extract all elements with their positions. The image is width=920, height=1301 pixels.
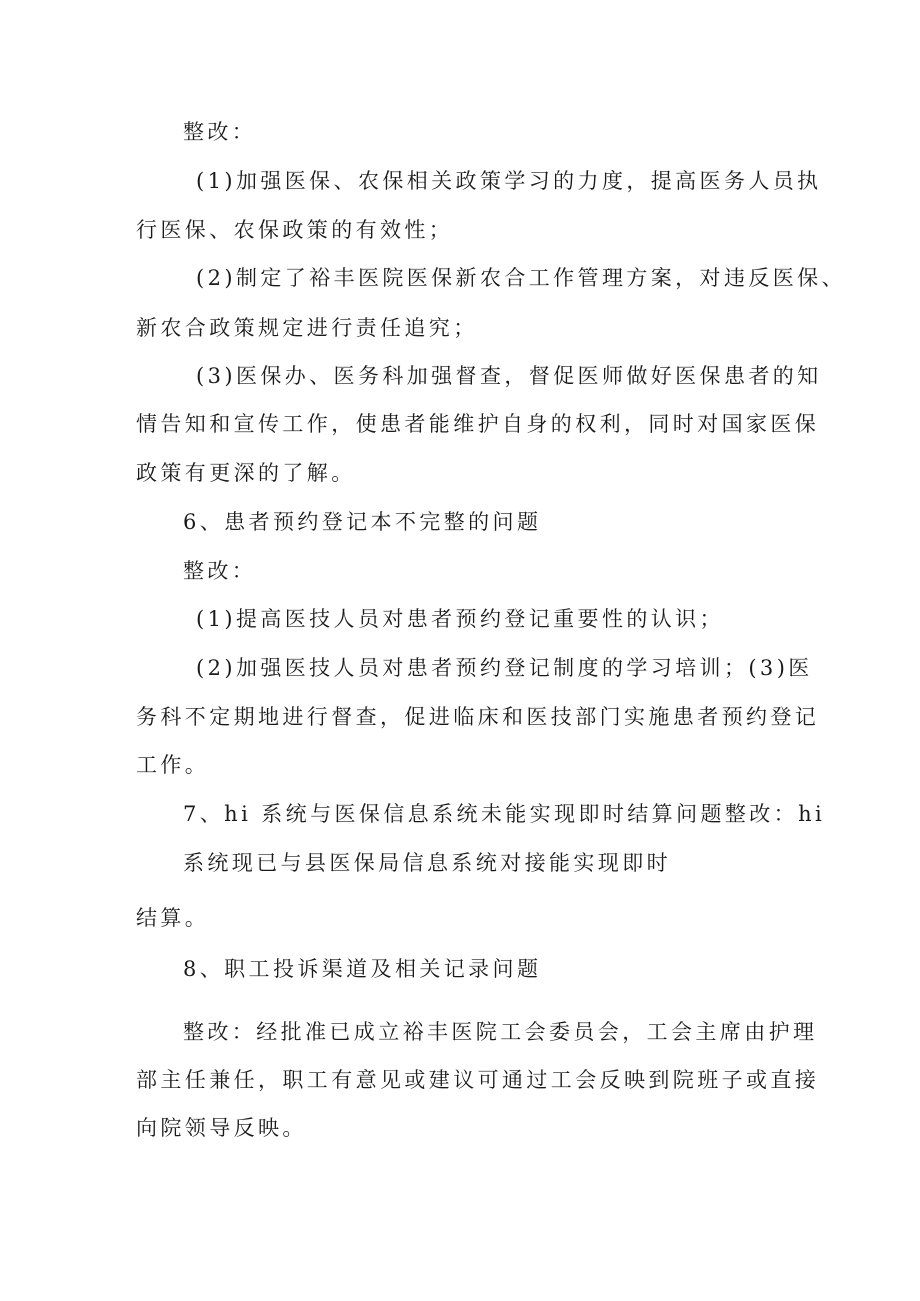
text-line: 系统现已与县医保局信息系统对接能实现即时 [183, 851, 671, 875]
section-heading: 6、患者预约登记本不完整的问题 [183, 510, 542, 534]
text-line: 政策有更深的了解。 [136, 461, 356, 485]
text-line: (3)医保办、医务科加强督查，督促医师做好医保患者的知 [196, 364, 822, 388]
text-line: 行医保、农保政策的有效性； [136, 218, 454, 242]
text-line: 向院领导反映。 [136, 1116, 307, 1140]
section-heading: 8、职工投诉渠道及相关记录问题 [183, 957, 542, 981]
section-heading: 7、hi 系统与医保信息系统未能实现即时结算问题整改：hi [183, 802, 826, 826]
text-line: 新农合政策规定进行责任追究； [136, 316, 478, 340]
text-line: 工作。 [136, 753, 210, 777]
text-line: 情告知和宣传工作，使患者能维护自身的权利，同时对国家医保 [136, 412, 820, 436]
text-line: (2)加强医技人员对患者预约登记制度的学习培训；(3)医 [196, 656, 813, 680]
text-line: 务科不定期地进行督查，促进临床和医技部门实施患者预约登记 [136, 705, 820, 729]
text-line: (1)加强医保、农保相关政策学习的力度，提高医务人员执 [196, 169, 822, 193]
text-line: (2)制定了裕丰医院医保新农合工作管理方案，对违反医保、 [196, 266, 846, 290]
text-line: 整改：经批准已成立裕丰医院工会委员会，工会主席由护理 [183, 1020, 818, 1044]
text-line: 整改： [183, 120, 257, 144]
text-line: 整改： [183, 559, 257, 583]
text-line: (1)提高医技人员对患者预约登记重要性的认识； [196, 607, 724, 631]
text-line: 部主任兼任，职工有意见或建议可通过工会反映到院班子或直接 [136, 1068, 820, 1092]
text-line: 结算。 [136, 906, 210, 930]
